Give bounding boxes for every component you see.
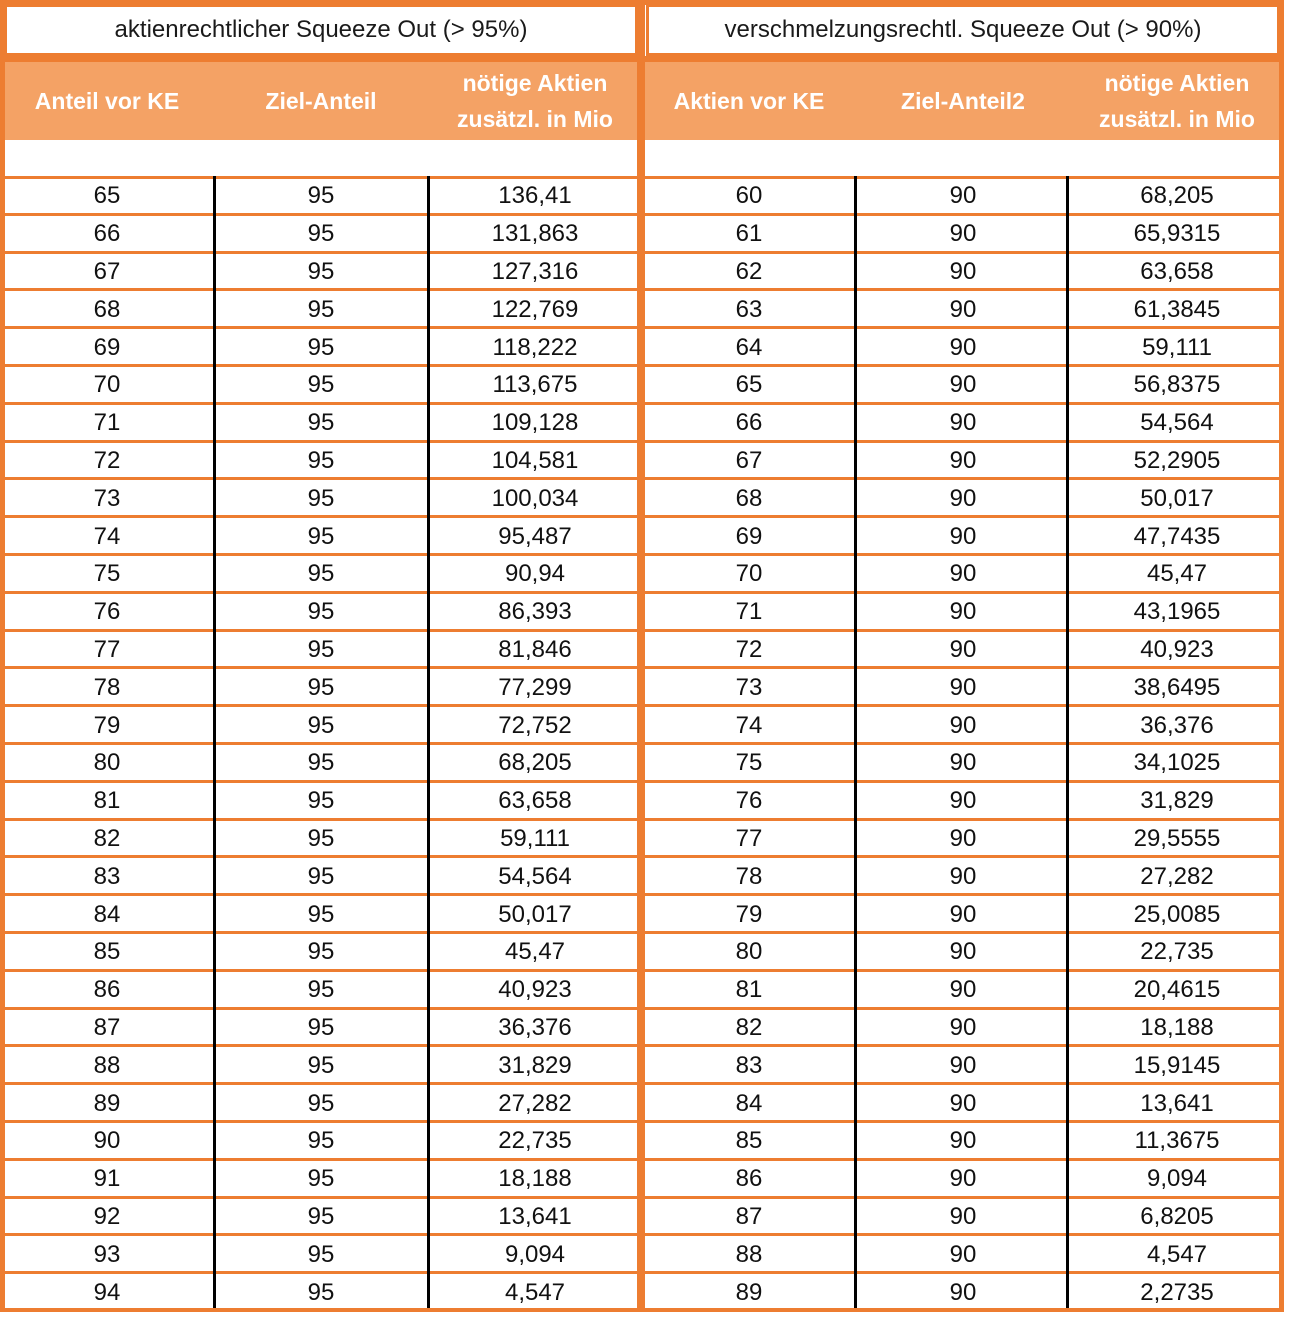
table-cell: 90 (949, 484, 977, 512)
table-cell: 50,017 (1140, 484, 1214, 512)
right-header-aktien: nötige Aktien zusätzl. in Mio (1099, 70, 1255, 132)
table-cell: 71 (93, 409, 121, 437)
table-cell: 76 (93, 598, 121, 626)
table-cell: 109,128 (491, 409, 579, 437)
table-cell: 72,752 (498, 711, 572, 739)
table-cell: 90 (949, 409, 977, 437)
table-row (0, 707, 642, 745)
table-cell: 68 (93, 295, 121, 323)
table-row (642, 367, 1284, 405)
table-cell: 95 (307, 257, 335, 285)
table-cell: 67 (735, 446, 763, 474)
table-row (642, 1161, 1284, 1199)
table-cell: 13,641 (1140, 1089, 1214, 1117)
table-cell: 95 (307, 1278, 335, 1306)
table-cell: 90 (949, 522, 977, 550)
table-cell: 45,47 (1146, 560, 1208, 588)
table-row (0, 745, 642, 783)
table-cell: 70 (93, 371, 121, 399)
table-row (642, 1047, 1284, 1085)
table-cell: 4,547 (504, 1278, 566, 1306)
table-cell: 95 (307, 711, 335, 739)
right-header-aktien-vor: Aktien vor KE (673, 88, 825, 114)
table-cell: 40,923 (1140, 635, 1214, 663)
table-cell: 29,5555 (1133, 824, 1221, 852)
table-cell: 90 (949, 1051, 977, 1079)
table-cell: 69 (93, 333, 121, 361)
left-table-title: aktienrechtlicher Squeeze Out (> 95%) (4, 4, 638, 56)
table-cell: 104,581 (491, 446, 579, 474)
table-row (642, 972, 1284, 1010)
table-cell: 59,111 (500, 824, 570, 852)
table-cell: 69 (735, 522, 763, 550)
table-cell: 65,9315 (1133, 220, 1221, 248)
table-cell: 86,393 (498, 598, 572, 626)
table-cell: 65 (735, 371, 763, 399)
table-cell: 67 (93, 257, 121, 285)
table-row (0, 518, 642, 556)
table-cell: 90 (93, 1127, 121, 1155)
table-cell: 90 (949, 787, 977, 815)
table-cell: 90 (949, 824, 977, 852)
table-cell: 127,316 (491, 257, 579, 285)
table-cell: 85 (93, 938, 121, 966)
table-cell: 87 (93, 1013, 121, 1041)
table-row (0, 480, 642, 518)
table-cell: 90 (949, 560, 977, 588)
table-cell: 4,547 (1146, 1240, 1208, 1268)
table-cell: 131,863 (491, 220, 579, 248)
table-cell: 95,487 (498, 522, 572, 550)
table-cell: 74 (93, 522, 121, 550)
table-cell: 95 (307, 409, 335, 437)
table-cell: 73 (735, 673, 763, 701)
table-row (642, 405, 1284, 443)
table-row (0, 1236, 642, 1274)
table-cell: 27,282 (498, 1089, 572, 1117)
left-column-divider-2 (427, 176, 430, 1312)
table-row (642, 745, 1284, 783)
table-row (642, 329, 1284, 367)
table-cell: 75 (735, 749, 763, 777)
table-row (0, 1085, 642, 1123)
table-cell: 31,829 (1140, 787, 1214, 815)
table-cell: 95 (307, 446, 335, 474)
table-row (0, 443, 642, 481)
aktienrechtlich-table (0, 0, 642, 1312)
table-cell: 90 (949, 1013, 977, 1041)
table-cell: 72 (735, 635, 763, 663)
table-cell: 63,658 (1140, 257, 1214, 285)
left-header-ziel: Ziel-Anteil (265, 88, 377, 114)
table-cell: 6,8205 (1140, 1202, 1214, 1230)
table-row (642, 480, 1284, 518)
table-cell: 95 (307, 673, 335, 701)
table-row (0, 216, 642, 254)
table-cell: 54,564 (498, 862, 572, 890)
table-cell: 90 (949, 371, 977, 399)
table-cell: 60 (735, 182, 763, 210)
table-cell: 77 (93, 635, 121, 663)
table-cell: 43,1965 (1133, 598, 1221, 626)
table-row (0, 669, 642, 707)
right-table-title: verschmelzungsrechtl. Squeeze Out (> 90%) (646, 4, 1280, 56)
table-cell: 45,47 (504, 938, 566, 966)
table-cell: 85 (735, 1127, 763, 1155)
table-cell: 89 (735, 1278, 763, 1306)
table-cell: 90 (949, 711, 977, 739)
table-row (642, 518, 1284, 556)
table-cell: 95 (307, 749, 335, 777)
table-cell: 61 (735, 220, 763, 248)
table-cell: 72 (93, 446, 121, 474)
table-row (0, 367, 642, 405)
table-cell: 40,923 (498, 976, 572, 1004)
table-cell: 65 (93, 182, 121, 210)
right-column-divider-2 (1066, 176, 1069, 1312)
table-cell: 122,769 (491, 295, 579, 323)
table-cell: 95 (307, 635, 335, 663)
left-column-divider-1 (213, 176, 216, 1312)
table-row (642, 1274, 1284, 1312)
table-cell: 75 (93, 560, 121, 588)
table-row (642, 254, 1284, 292)
table-cell: 91 (93, 1165, 121, 1193)
table-cell: 25,0085 (1133, 900, 1221, 928)
table-cell: 90 (949, 1278, 977, 1306)
table-cell: 78 (93, 673, 121, 701)
table-border-left (0, 0, 5, 1312)
table-cell: 95 (307, 1013, 335, 1041)
left-table-body (0, 178, 642, 1312)
table-row (642, 632, 1284, 670)
table-cell: 86 (735, 1165, 763, 1193)
table-row (0, 291, 642, 329)
table-cell: 90 (949, 446, 977, 474)
table-row (0, 934, 642, 972)
table-cell: 95 (307, 484, 335, 512)
table-row (642, 821, 1284, 859)
right-header-ziel: Ziel-Anteil2 (901, 88, 1025, 114)
table-row (642, 1085, 1284, 1123)
table-cell: 95 (307, 371, 335, 399)
table-cell: 90 (949, 749, 977, 777)
table-cell: 81,846 (498, 635, 572, 663)
table-cell: 95 (307, 295, 335, 323)
table-row (642, 216, 1284, 254)
table-row (0, 329, 642, 367)
table-row (642, 896, 1284, 934)
table-row (0, 1010, 642, 1048)
table-cell: 95 (307, 1202, 335, 1230)
table-row (0, 178, 642, 216)
table-cell: 92 (93, 1202, 121, 1230)
table-cell: 87 (735, 1202, 763, 1230)
table-cell: 62 (735, 257, 763, 285)
table-cell: 83 (735, 1051, 763, 1079)
table-cell: 2,2735 (1140, 1278, 1214, 1306)
table-cell: 95 (307, 560, 335, 588)
table-cell: 95 (307, 787, 335, 815)
table-cell: 90,94 (504, 560, 566, 588)
table-cell: 68,205 (498, 749, 572, 777)
table-border-right (1279, 0, 1284, 1312)
table-border-bottom (0, 1308, 1284, 1312)
table-cell: 79 (93, 711, 121, 739)
table-cell: 95 (307, 862, 335, 890)
table-cell: 90 (949, 1089, 977, 1117)
table-cell: 90 (949, 598, 977, 626)
table-cell: 90 (949, 635, 977, 663)
table-row (0, 896, 642, 934)
table-cell: 95 (307, 938, 335, 966)
table-cell: 90 (949, 1165, 977, 1193)
table-cell: 95 (307, 598, 335, 626)
table-cell: 90 (949, 333, 977, 361)
table-cell: 59,111 (1142, 333, 1212, 361)
table-cell: 15,9145 (1133, 1051, 1221, 1079)
table-cell: 90 (949, 257, 977, 285)
table-cell: 90 (949, 1127, 977, 1155)
table-cell: 79 (735, 900, 763, 928)
table-cell: 31,829 (498, 1051, 572, 1079)
table-row (642, 1236, 1284, 1274)
table-cell: 95 (307, 1240, 335, 1268)
table-cell: 94 (93, 1278, 121, 1306)
right-column-divider-1 (854, 176, 857, 1312)
table-cell: 9,094 (504, 1240, 566, 1268)
table-cell: 80 (735, 938, 763, 966)
table-row (0, 821, 642, 859)
table-row (642, 1010, 1284, 1048)
table-cell: 93 (93, 1240, 121, 1268)
table-row (0, 1047, 642, 1085)
table-cell: 64 (735, 333, 763, 361)
table-cell: 118,222 (492, 333, 578, 361)
table-cell: 70 (735, 560, 763, 588)
table-cell: 52,2905 (1133, 446, 1221, 474)
table-cell: 113,675 (492, 371, 578, 399)
table-cell: 36,376 (498, 1013, 572, 1041)
table-cell: 88 (735, 1240, 763, 1268)
table-cell: 95 (307, 522, 335, 550)
table-cell: 77,299 (498, 673, 572, 701)
table-cell: 76 (735, 787, 763, 815)
table-cell: 136,41 (498, 182, 572, 210)
table-cell: 74 (735, 711, 763, 739)
panel-separator (637, 0, 645, 1312)
table-row (642, 291, 1284, 329)
table-row (642, 178, 1284, 216)
table-row (642, 594, 1284, 632)
table-cell: 90 (949, 295, 977, 323)
table-cell: 68 (735, 484, 763, 512)
table-row (0, 972, 642, 1010)
table-cell: 90 (949, 220, 977, 248)
table-row (642, 1123, 1284, 1161)
table-cell: 34,1025 (1133, 749, 1221, 777)
table-cell: 13,641 (498, 1202, 572, 1230)
table-cell: 95 (307, 824, 335, 852)
table-cell: 95 (307, 1089, 335, 1117)
table-cell: 95 (307, 182, 335, 210)
table-cell: 80 (93, 749, 121, 777)
table-row (642, 783, 1284, 821)
table-cell: 81 (93, 787, 121, 815)
left-header-anteil: Anteil vor KE (34, 88, 180, 114)
table-cell: 90 (949, 862, 977, 890)
table-cell: 63 (735, 295, 763, 323)
table-cell: 36,376 (1140, 711, 1214, 739)
table-cell: 84 (735, 1089, 763, 1117)
table-cell: 22,735 (1140, 938, 1214, 966)
table-cell: 63,658 (498, 787, 572, 815)
table-cell: 18,188 (1140, 1013, 1214, 1041)
table-cell: 88 (93, 1051, 121, 1079)
table-cell: 50,017 (498, 900, 572, 928)
table-cell: 68,205 (1140, 182, 1214, 210)
table-cell: 38,6495 (1133, 673, 1221, 701)
table-cell: 47,7435 (1133, 522, 1221, 550)
verschmelzungsrechtlich-table (642, 0, 1284, 1312)
table-row (0, 783, 642, 821)
right-table-body (642, 178, 1284, 1312)
table-cell: 84 (93, 900, 121, 928)
table-cell: 90 (949, 938, 977, 966)
table-cell: 20,4615 (1133, 976, 1221, 1004)
table-cell: 11,3675 (1134, 1127, 1220, 1155)
table-row (0, 594, 642, 632)
right-header-row (642, 62, 1284, 140)
table-row (0, 1123, 642, 1161)
table-cell: 61,3845 (1133, 295, 1221, 323)
table-cell: 90 (949, 1240, 977, 1268)
table-row (642, 1199, 1284, 1237)
table-row (642, 934, 1284, 972)
table-cell: 66 (735, 409, 763, 437)
table-row (0, 1161, 642, 1199)
table-cell: 22,735 (498, 1127, 572, 1155)
table-row (0, 1199, 642, 1237)
table-cell: 90 (949, 900, 977, 928)
table-row (642, 669, 1284, 707)
table-cell: 81 (735, 976, 763, 1004)
table-cell: 95 (307, 900, 335, 928)
table-row (0, 632, 642, 670)
table-row (0, 556, 642, 594)
table-row (642, 443, 1284, 481)
table-row (642, 707, 1284, 745)
table-cell: 86 (93, 976, 121, 1004)
table-cell: 66 (93, 220, 121, 248)
table-cell: 95 (307, 1051, 335, 1079)
table-cell: 27,282 (1140, 862, 1214, 890)
table-cell: 82 (735, 1013, 763, 1041)
table-cell: 78 (735, 862, 763, 890)
table-row (642, 858, 1284, 896)
table-cell: 90 (949, 673, 977, 701)
table-cell: 95 (307, 1127, 335, 1155)
table-cell: 82 (93, 824, 121, 852)
table-cell: 73 (93, 484, 121, 512)
table-cell: 95 (307, 333, 335, 361)
table-row (0, 405, 642, 443)
table-cell: 18,188 (498, 1165, 572, 1193)
table-cell: 89 (93, 1089, 121, 1117)
left-header-row (0, 62, 642, 140)
table-cell: 90 (949, 1202, 977, 1230)
table-cell: 95 (307, 1165, 335, 1193)
table-cell: 54,564 (1140, 409, 1214, 437)
right-empty-row (642, 140, 1284, 179)
table-cell: 100,034 (491, 484, 579, 512)
table-cell: 77 (735, 824, 763, 852)
table-row (0, 254, 642, 292)
table-cell: 83 (93, 862, 121, 890)
table-cell: 95 (307, 976, 335, 1004)
table-cell: 95 (307, 220, 335, 248)
table-cell: 9,094 (1146, 1165, 1208, 1193)
table-cell: 90 (949, 182, 977, 210)
table-row (0, 858, 642, 896)
left-header-aktien: nötige Aktien zusätzl. in Mio (457, 70, 613, 132)
left-empty-row (0, 140, 642, 179)
table-cell: 90 (949, 976, 977, 1004)
table-cell: 56,8375 (1133, 371, 1221, 399)
table-row (0, 1274, 642, 1312)
table-cell: 71 (735, 598, 763, 626)
table-row (642, 556, 1284, 594)
